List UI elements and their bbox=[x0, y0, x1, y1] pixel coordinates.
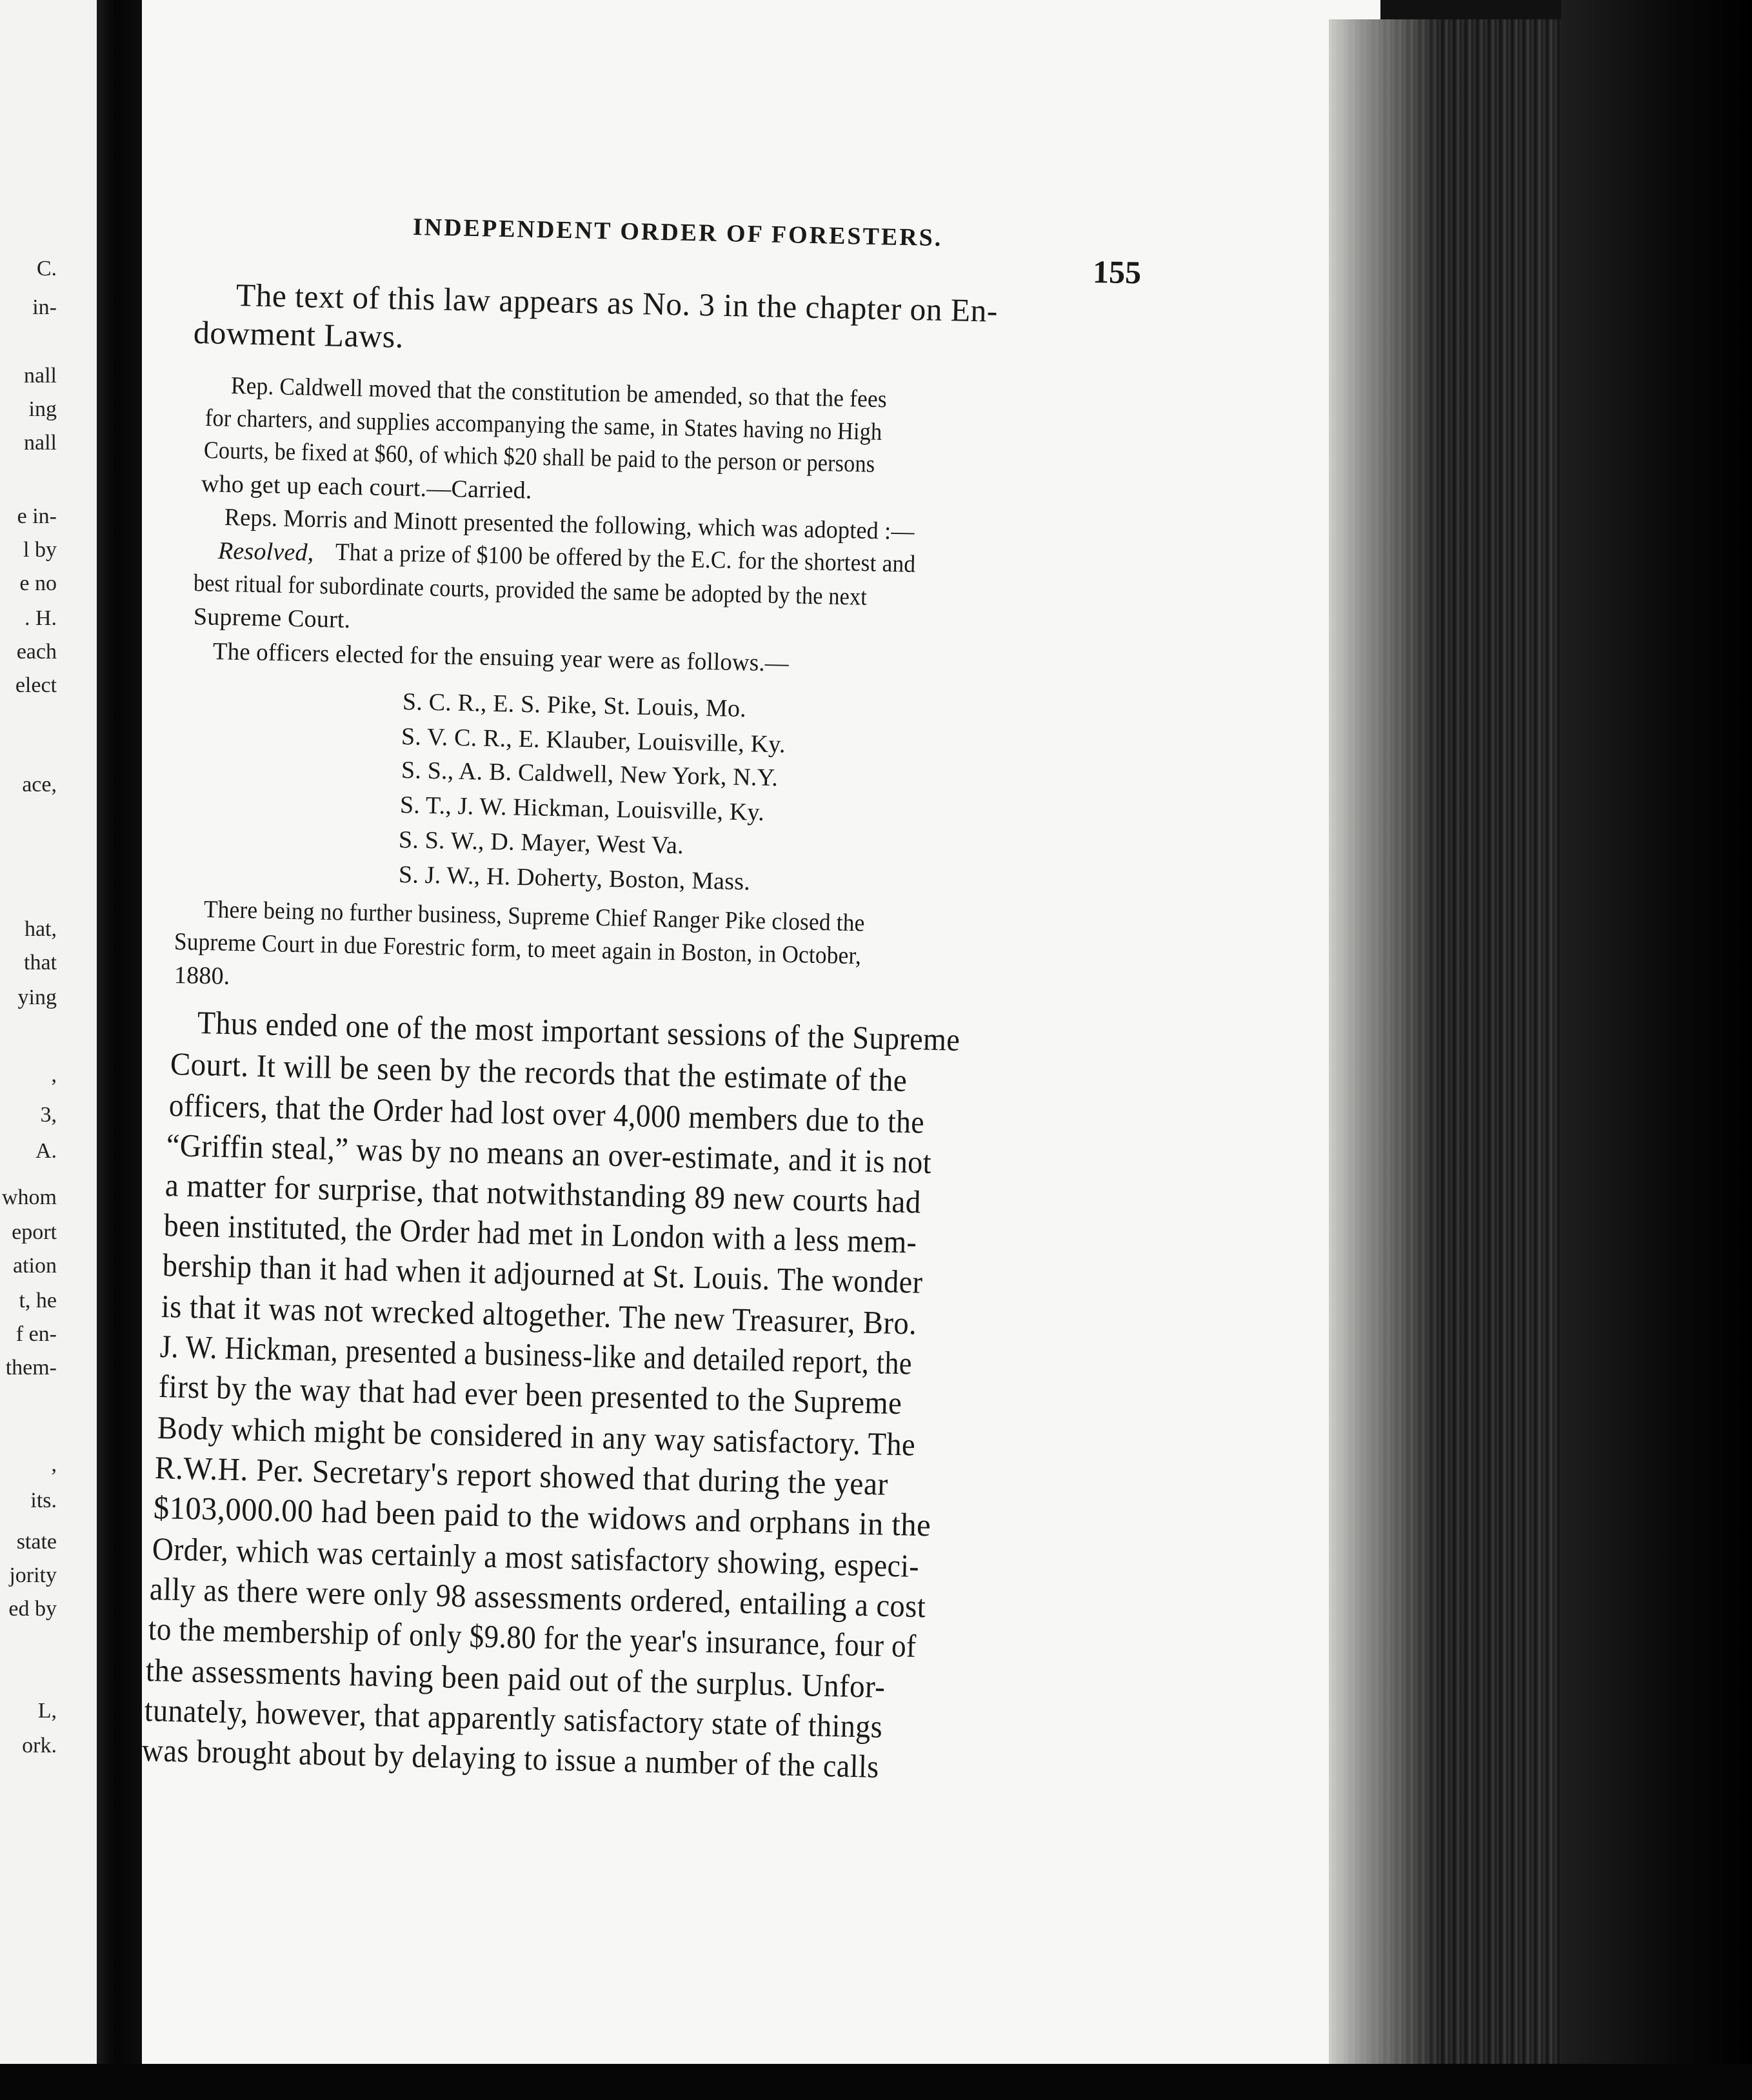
body-line: Court. It will be seen by the records that the estimate of the bbox=[170, 1045, 908, 1098]
body-line: officers, that the Order had lost over 4,000 members due to the bbox=[168, 1087, 925, 1140]
body-line: the assessments having been paid out of the surplus. Unfor- bbox=[145, 1652, 886, 1705]
left-fragment: elect bbox=[15, 673, 57, 697]
body-line: was brought about by delaying to issue a number of the calls bbox=[141, 1732, 880, 1785]
left-fragment: f en- bbox=[15, 1322, 57, 1346]
resolution-line: Supreme Court. bbox=[193, 603, 351, 634]
closing-line: Supreme Court in due Forestric form, to meet again in Boston, in October, bbox=[174, 928, 862, 970]
minutes-line: who get up each court.—Carried. bbox=[201, 470, 533, 504]
intro-line: The text of this law appears as No. 3 in the chapter on En- bbox=[235, 277, 999, 329]
left-fragment: eport bbox=[12, 1220, 57, 1244]
left-fragment: its. bbox=[30, 1489, 57, 1512]
left-fragment: ing bbox=[28, 397, 57, 421]
closing-line: There being no further business, Supreme Chief Ranger Pike closed the bbox=[203, 896, 865, 937]
left-fragment: . H. bbox=[24, 606, 57, 630]
minutes-line: for charters, and supplies accompanying the same, in States having no High bbox=[204, 404, 882, 446]
resolution-line: best ritual for subordinate courts, provided the same be adopted by the next bbox=[193, 570, 868, 611]
left-fragment: t, he bbox=[19, 1289, 57, 1312]
left-fragment: e in- bbox=[17, 504, 57, 528]
body-line: ally as there were only 98 assessments ordered, entailing a cost bbox=[149, 1570, 926, 1625]
left-fragment: each bbox=[16, 640, 57, 664]
resolution-line: The officers elected for the ensuing year were as follows.— bbox=[212, 638, 790, 677]
left-fragment: L, bbox=[37, 1699, 57, 1723]
officer-entry: S. C. R., E. S. Pike, St. Louis, Mo. bbox=[402, 688, 747, 723]
officer-entry: S. V. C. R., E. Klauber, Louisville, Ky. bbox=[401, 723, 786, 758]
body-line: R.W.H. Per. Secretary's report showed that during the year bbox=[154, 1449, 889, 1502]
body-line: Order, which was certainly a most satisfactory showing, especi- bbox=[152, 1530, 920, 1584]
running-head: INDEPENDENT ORDER OF FORESTERS. bbox=[412, 213, 943, 252]
intro-line: dowment Laws. bbox=[193, 314, 404, 355]
body-line: been instituted, the Order had met in London with a less mem- bbox=[163, 1207, 917, 1260]
resolved-word: Resolved, bbox=[217, 537, 314, 567]
body-line: Thus ended one of the most important sessions of the Supreme bbox=[197, 1004, 961, 1058]
body-line: first by the way that had ever been presented to the Supreme bbox=[158, 1368, 902, 1421]
left-fragment: ying bbox=[17, 986, 57, 1009]
left-fragment: hat, bbox=[24, 917, 57, 941]
body-line: a matter for surprise, that notwithstanding 89 new courts had bbox=[164, 1167, 922, 1220]
left-fragment: nall bbox=[24, 364, 57, 388]
body-line: bership than it had when it adjourned at St. Louis. The wonder bbox=[162, 1247, 924, 1300]
left-fragment: nall bbox=[24, 431, 57, 455]
closing-line: 1880. bbox=[174, 962, 230, 990]
left-fragment: in- bbox=[32, 295, 57, 319]
left-fragment: jority bbox=[9, 1563, 57, 1587]
minutes-line: Courts, be fixed at $60, of which $20 shall be paid to the person or persons bbox=[203, 437, 875, 478]
left-fragment: that bbox=[24, 951, 57, 975]
left-fragment: ace, bbox=[22, 773, 57, 797]
page-number: 155 bbox=[1092, 253, 1142, 291]
left-fragment: ed by bbox=[8, 1597, 57, 1621]
left-fragment: A. bbox=[35, 1139, 57, 1163]
officer-entry: S. T., J. W. Hickman, Louisville, Ky. bbox=[399, 791, 765, 826]
body-line: $103,000.00 had been paid to the widows and orphans in the bbox=[153, 1489, 931, 1543]
left-fragment: , bbox=[51, 1452, 57, 1476]
left-fragment: C. bbox=[36, 257, 57, 281]
officer-entry: S. J. W., H. Doherty, Boston, Mass. bbox=[398, 861, 751, 896]
resolution-line: That a prize of $100 be offered by the E.C. for the shortest and bbox=[335, 539, 916, 578]
left-fragment: them- bbox=[5, 1356, 57, 1380]
body-line: tunately, however, that apparently satisfactory state of things bbox=[144, 1692, 883, 1745]
left-fragment: state bbox=[16, 1530, 57, 1554]
left-fragment: whom bbox=[2, 1185, 57, 1209]
left-fragment: e no bbox=[19, 571, 57, 595]
minutes-line: Reps. Morris and Minott presented the following, which was adopted :— bbox=[224, 504, 915, 546]
left-fragment: , bbox=[51, 1063, 57, 1087]
officer-entry: S. S. W., D. Mayer, West Va. bbox=[398, 826, 684, 860]
body-line: “Griffin steal,” was by no means an over-estimate, and it is not bbox=[166, 1127, 932, 1180]
left-fragment: ork. bbox=[22, 1734, 57, 1758]
left-fragment: ation bbox=[13, 1254, 57, 1278]
officer-entry: S. S., A. B. Caldwell, New York, N.Y. bbox=[401, 757, 779, 792]
left-fragment: 3, bbox=[40, 1103, 57, 1127]
body-line: is that it was not wrecked altogether. The new Treasurer, Bro. bbox=[161, 1288, 917, 1342]
body-line: Body which might be considered in any way satisfactory. The bbox=[157, 1409, 916, 1463]
minutes-line: Rep. Caldwell moved that the constitution be amended, so that the fees bbox=[230, 372, 888, 413]
body-line: J. W. Hickman, presented a business-like and detailed report, the bbox=[159, 1328, 913, 1382]
left-fragment: l by bbox=[23, 538, 57, 562]
body-line: to the membership of only $9.80 for the year's insurance, four of bbox=[148, 1610, 917, 1665]
